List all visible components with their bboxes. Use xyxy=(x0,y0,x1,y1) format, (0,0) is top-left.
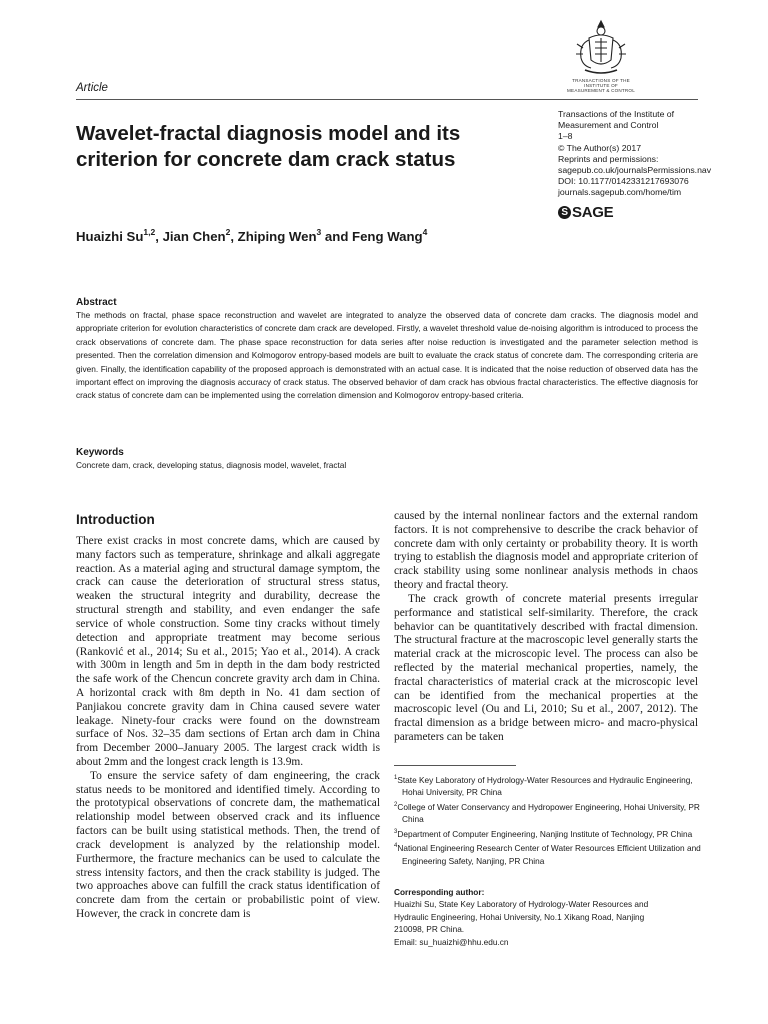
author-separator: , xyxy=(230,229,238,244)
corresponding-author-line: 210098, PR China. xyxy=(394,924,465,935)
doi[interactable]: DOI: 10.1177/0142331217693076 xyxy=(558,176,689,187)
section-heading-introduction: Introduction xyxy=(76,512,155,527)
journal-name-line: Measurement and Control xyxy=(558,120,659,131)
page-range: 1–8 xyxy=(558,131,573,142)
body-paragraph: caused by the internal nonlinear factors and the external random factors. It is not comprehensive to describe the crack behavior of concrete dam with only certainty or probability theory. It is worth trying to establish the diagnosis model and appropriate criterion of crack stability using some nonlinear analysis methods in chaos theory and fractal theory. xyxy=(394,510,698,592)
body-paragraph: To ensure the service safety of dam engineering, the crack status needs to be monitored and identified timely. According to the prototypical observations of concrete dam, the mathematical relationship model between observed crack and its influence factors can be built using statistical methods. Then, the trend of crack development is analyzed by the relationship model. Furthermore, the fracture mechanics can be used to calculate the stress intensity factors, and then the crack stability is judged. The two approaches above can fulfill the crack status identification of concrete dam from the certain or probabilistic point of view. However, the crack in concrete dam is xyxy=(76,769,380,920)
abstract-heading: Abstract xyxy=(76,297,117,308)
footnote-text: College of Water Conservancy and Hydropower Engineering, Hohai University, PR China xyxy=(397,801,700,825)
article-type-label: Article xyxy=(76,82,108,94)
corresponding-author-line: Hydraulic Engineering, Hohai University, No.1 Xikang Road, Nanjing xyxy=(394,911,645,922)
footnote-text: State Key Laboratory of Hydrology-Water Resources and Hydraulic Engineering, Hohai University, PR China xyxy=(397,774,693,798)
author-name: Huaizhi Su xyxy=(76,229,144,244)
logo-caption-line: MEASUREMENT & CONTROL xyxy=(567,88,635,93)
footnote-number: 2 xyxy=(394,801,398,808)
body-paragraph: There exist cracks in most concrete dams, which are caused by many factors such as temperature, shrinkage and alkali aggregate reaction. As a material aging and structural damage symptom, the crack can cause the deterioration of structural stress status, weaken the structural integrity and durability, decrease the structural strength and stability, and even endanger the safe service of whole construction. Some tiny cracks without timely detection and appropriate treatment may become serious (Ranković et al., 2014; Su et al., 2015; Yao et al., 2014). A crack with 300m in length and 5m in depth in the dam body restricted the safe work of the Chencun concrete gravity arch dam in China. A horizontal crack with 8m depth in No. 41 dam section of Panjiakou concrete gravity dam in China caused severe water leakage. Ninety-four cracks were found on the downstream surface of Nos. 32–35 dam sections of Ertan arch dam in China from December 2000–January 2005. The largest crack width is about 2mm and the longest crack length is 13.9m. xyxy=(76,535,380,768)
body-paragraph: The crack growth of concrete material presents irregular performance and statistical self-similarity. Therefore, the crack behavior can be quantitatively described with fractal dimension. The structural fracture at the macroscopic level generally starts the material crack at the microscopic level. The process can also be reflected by the material mechanical properties, namely, the fractal characteristics of material crack at the microscopic level can be identified from the mechanical properties at the macroscopic level (Ou and Li, 2010; Su et al., 2007, 2012). The fractal dimension as a bridge between micro- and macro-physical parameters can be taken xyxy=(394,592,698,743)
body-column-right xyxy=(394,510,698,745)
author-separator: and xyxy=(321,229,353,244)
footnote-number: 4 xyxy=(394,843,398,850)
journal-info xyxy=(558,109,738,199)
affiliation-footnotes xyxy=(394,772,706,867)
crest-emblem-icon xyxy=(573,18,629,78)
abstract-section xyxy=(76,296,698,403)
corresponding-author xyxy=(394,886,706,948)
logo-caption-line: TRANSACTIONS OF THE xyxy=(572,78,630,83)
footnote xyxy=(394,826,706,840)
footnote-number: 1 xyxy=(394,775,398,781)
footnote xyxy=(394,772,706,799)
footnote-text: Department of Computer Engineering, Nanjing Institute of Technology, PR China xyxy=(397,828,693,839)
abstract-text: The methods on fractal, phase space reconstruction and wavelet are integrated to analyze the observed data of concrete dam cracks. The diagnosis model and appropriate criterion for evolution characteristics of concrete dam crack are developed. Firstly, a wavelet threshold value de-noising algorithm is introduced to process the crack observations of concrete dam. The phase space reconstruction for data series after noise reduction is investigated and the parameter selection method is presented. Then the correlation dimension and Kolmogorov entropy-based models are built to evaluate the crack status of concrete dam. The corresponding criteria are given. Finally, the identification capability of the proposed approach is demonstrated with an actual case. It is indicated that the noise reduction of observed data has the important effect on improving the diagnosis accuracy of crack status. The observed behavior of dam crack has obvious fractal characteristics. The effective diagnosis for crack status of concrete dam can be implemented using the correlation dimension and Kolmogorov entropy-based criteria. xyxy=(76,310,698,401)
title-line: criterion for concrete dam crack status xyxy=(76,148,456,171)
footnote xyxy=(394,840,706,867)
journal-home-link[interactable]: journals.sagepub.com/home/tim xyxy=(558,187,682,198)
copyright: © The Author(s) 2017 xyxy=(558,142,642,153)
author-affiliation: 1,2 xyxy=(143,226,156,237)
journal-name-line: Transactions of the Institute of xyxy=(558,109,675,119)
author-separator: , xyxy=(155,229,163,244)
paper-title xyxy=(76,121,536,173)
corresponding-author-line: Huaizhi Su, State Key Laboratory of Hydrology-Water Resources and xyxy=(394,899,649,910)
journal-crest-logo xyxy=(548,18,654,98)
permissions-link[interactable]: sagepub.co.uk/journalsPermissions.nav xyxy=(558,165,712,176)
logo-caption-line: INSTITUTE OF xyxy=(584,83,618,88)
title-line: Wavelet-fractal diagnosis model and its xyxy=(76,122,461,145)
keywords-text: Concrete dam, crack, developing status, diagnosis model, wavelet, fractal xyxy=(76,460,347,470)
corresponding-author-email[interactable]: Email: su_huaizhi@hhu.edu.cn xyxy=(394,936,509,947)
sage-logo xyxy=(558,203,613,221)
header-divider xyxy=(76,99,698,100)
keywords-section xyxy=(76,446,698,472)
footnote-number: 3 xyxy=(394,828,398,835)
footnote-divider xyxy=(394,765,516,766)
footnote xyxy=(394,799,706,826)
keywords-heading: Keywords xyxy=(76,447,124,458)
author-list xyxy=(76,226,428,244)
sage-s-icon: S xyxy=(558,206,571,219)
author-name: Feng Wang xyxy=(352,229,423,244)
author-name: Jian Chen xyxy=(162,229,226,244)
corresponding-author-heading: Corresponding author: xyxy=(394,887,485,897)
author-affiliation: 3 xyxy=(316,226,322,237)
footnote-text: National Engineering Research Center of Water Resources Efficient Utilization and Engineering Safety, Nanjing, PR China xyxy=(397,843,701,866)
reprints-label: Reprints and permissions: xyxy=(558,153,659,164)
author-name: Zhiping Wen xyxy=(237,229,317,244)
author-affiliation: 4 xyxy=(422,226,428,237)
body-column-left xyxy=(76,535,380,922)
author-affiliation: 2 xyxy=(225,226,231,237)
sage-logo-text: SAGE xyxy=(572,203,614,221)
